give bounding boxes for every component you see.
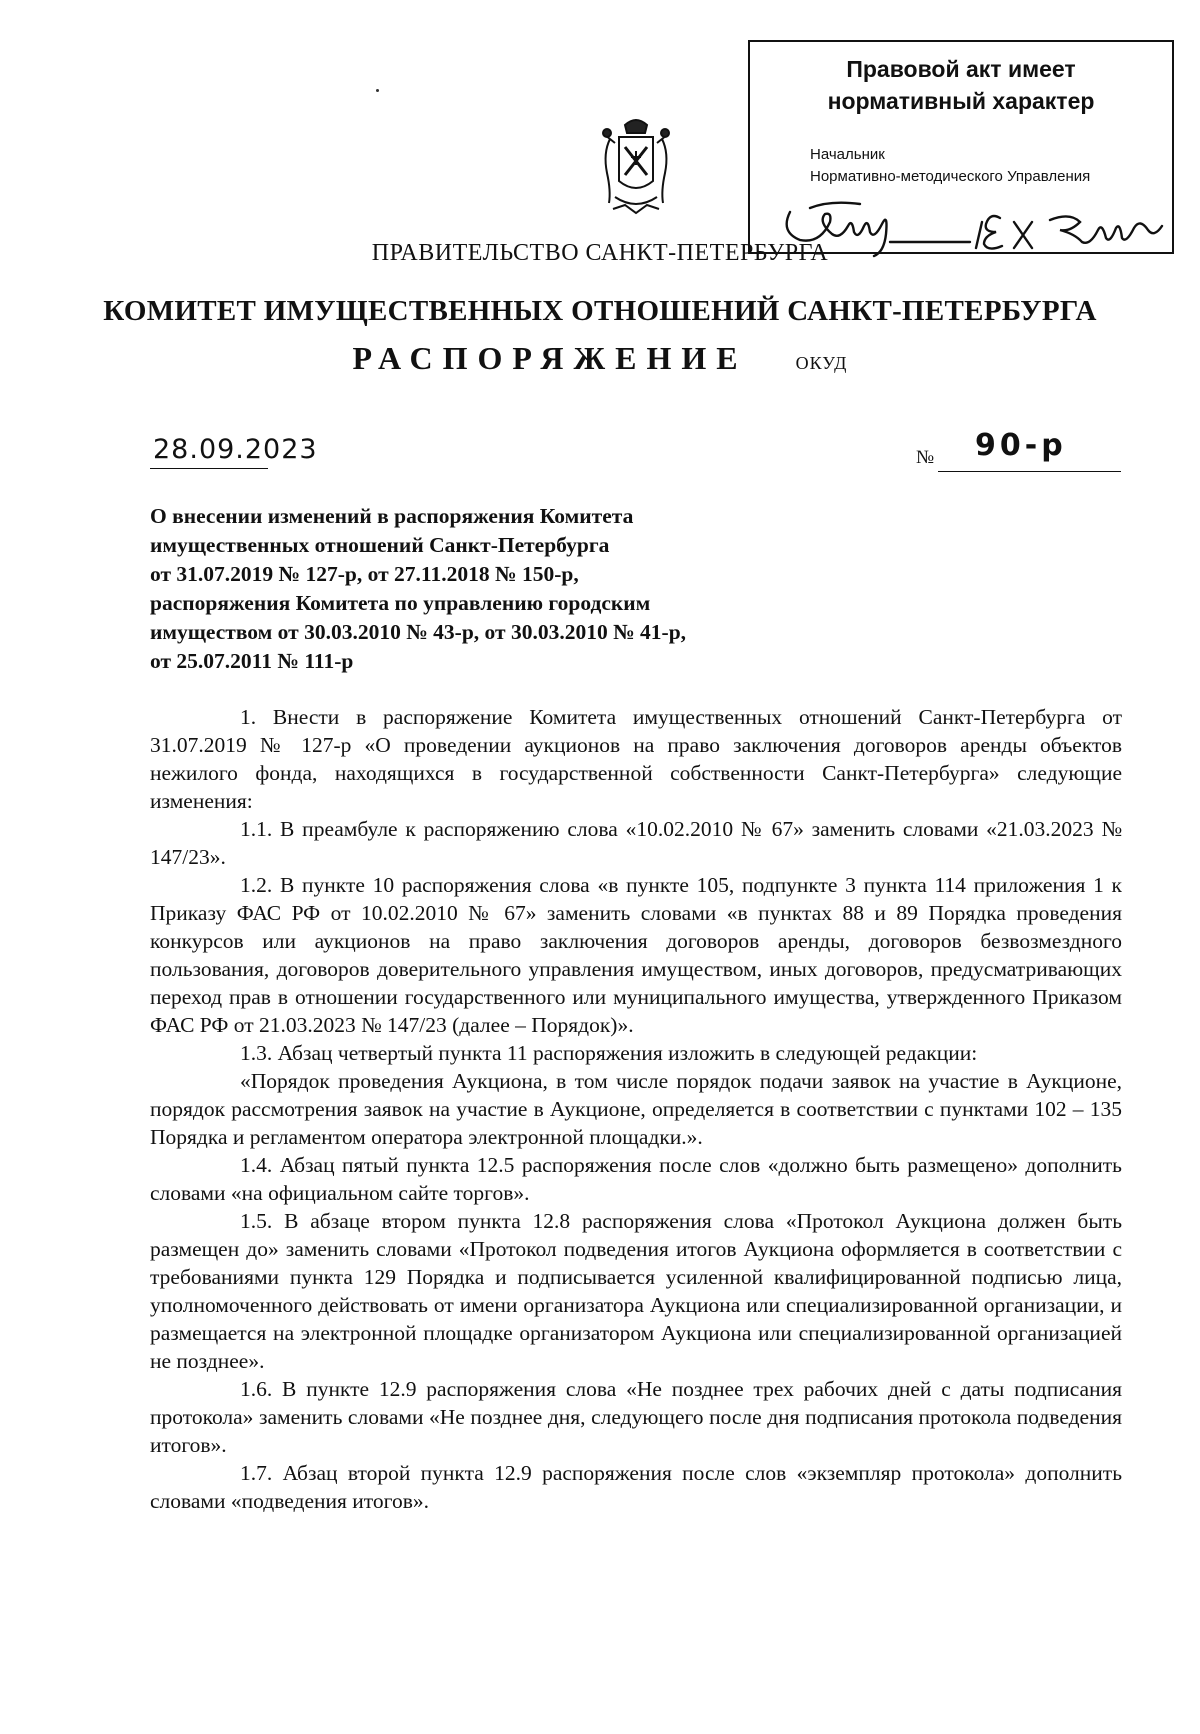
decree-subject: [150, 502, 770, 676]
normative-act-stamp: [748, 40, 1174, 254]
decree-body: [150, 703, 1122, 1515]
subject-line: от 25.07.2011 № 111-р: [150, 649, 354, 673]
okud-label: ОКУД: [795, 353, 848, 373]
paragraph-1: 1. Внести в распоряжение Комитета имущественных отношений Санкт-Петербурга от 31.07.2019 № 127-р «О проведении аукционов на право заключения договоров аренды объектов нежилого фонда, находящихся в государственной собственности Санкт-Петербурга» следующие изменения:: [150, 705, 1122, 813]
paragraph-1-1: 1.1. В преамбуле к распоряжению слова «10.02.2010 № 67» заменить словами «21.03.2023 № 147/23».: [150, 817, 1122, 869]
stamp-line-2: нормативный характер: [827, 88, 1095, 114]
coat-of-arms-icon: [595, 113, 677, 223]
paragraph-1-7: 1.7. Абзац второй пункта 12.9 распоряжения после слов «экземпляр протокола» дополнить словами «подведения итогов».: [150, 1461, 1122, 1513]
subject-line: распоряжения Комитета по управлению городским: [150, 591, 651, 615]
decree-number: 90-р: [975, 428, 1067, 463]
government-title: ПРАВИТЕЛЬСТВО САНКТ-ПЕТЕРБУРГА: [371, 240, 829, 266]
subject-line: имуществом от 30.03.2010 № 43-р, от 30.03.2010 № 41-р,: [150, 620, 687, 644]
committee-title: КОМИТЕТ ИМУЩЕСТВЕННЫХ ОТНОШЕНИЙ САНКТ-ПЕТЕРБУРГА: [103, 295, 1097, 327]
decree-date: 28.09.2023: [153, 434, 318, 465]
subject-line: имущественных отношений Санкт-Петербурга: [150, 533, 610, 557]
paragraph-1-3-quote: «Порядок проведения Аукциона, в том числе порядок подачи заявок на участие в Аукционе, порядок рассмотрения заявок на участие в Аукционе, определяется в соответствии с пунктами 102 – 135 Порядка и регламентом оператора электронной площадки.».: [150, 1069, 1122, 1149]
decree-heading: [0, 340, 1200, 377]
number-label: №: [916, 447, 935, 468]
paragraph-1-6: 1.6. В пункте 12.9 распоряжения слова «Не позднее трех рабочих дней с даты подписания протокола» заменить словами «Не позднее дня, следующего после дня подписания протокола подведения итогов».: [150, 1377, 1122, 1457]
paragraph-1-4: 1.4. Абзац пятый пункта 12.5 распоряжения после слов «должно быть размещено» дополнить словами «на официальном сайте торгов».: [150, 1153, 1122, 1205]
subject-line: от 31.07.2019 № 127-р, от 27.11.2018 № 150-р,: [150, 562, 579, 586]
scan-speck: [376, 89, 379, 92]
stamp-position-2: Нормативно-методического Управления: [810, 168, 1091, 185]
paragraph-1-3: 1.3. Абзац четвертый пункта 11 распоряжения изложить в следующей редакции:: [240, 1041, 978, 1065]
subject-line: О внесении изменений в распоряжения Комитета: [150, 504, 634, 528]
stamp-line-1: Правовой акт имеет: [846, 56, 1076, 82]
stamp-position-1: Начальник: [810, 146, 885, 163]
paragraph-1-2: 1.2. В пункте 10 распоряжения слова «в пункте 105, подпункте 3 пункта 114 приложения 1 к Приказу ФАС РФ от 10.02.2010 № 67» заменить словами «в пунктах 88 и 89 Порядка проведения конкурсов или аукционов на право заключения договоров аренды, договоров безвозмездного пользования, договоров доверительного управления имуществом, иных договоров, предусматривающих переход прав в отношении государственного или муниципального имущества, утвержденного Приказом ФАС РФ от 21.03.2023 № 147/23 (далее – Порядок)».: [150, 873, 1122, 1037]
date-underline: [150, 468, 268, 469]
decree-title: РАСПОРЯЖЕНИЕ: [352, 340, 748, 376]
number-underline: [938, 471, 1121, 472]
paragraph-1-5: 1.5. В абзаце втором пункта 12.8 распоряжения слова «Протокол Аукциона должен быть размещен до» заменить словами «Протокол подведения итогов Аукциона оформляется в соответствии с требованиями пункта 129 Порядка и подписывается усиленной квалифицированной подписью лица, уполномоченного действовать от имени организатора Аукциона или специализированной организации, и размещается на электронной площадке организатором Аукциона или специализированной организацией не позднее».: [150, 1209, 1122, 1373]
